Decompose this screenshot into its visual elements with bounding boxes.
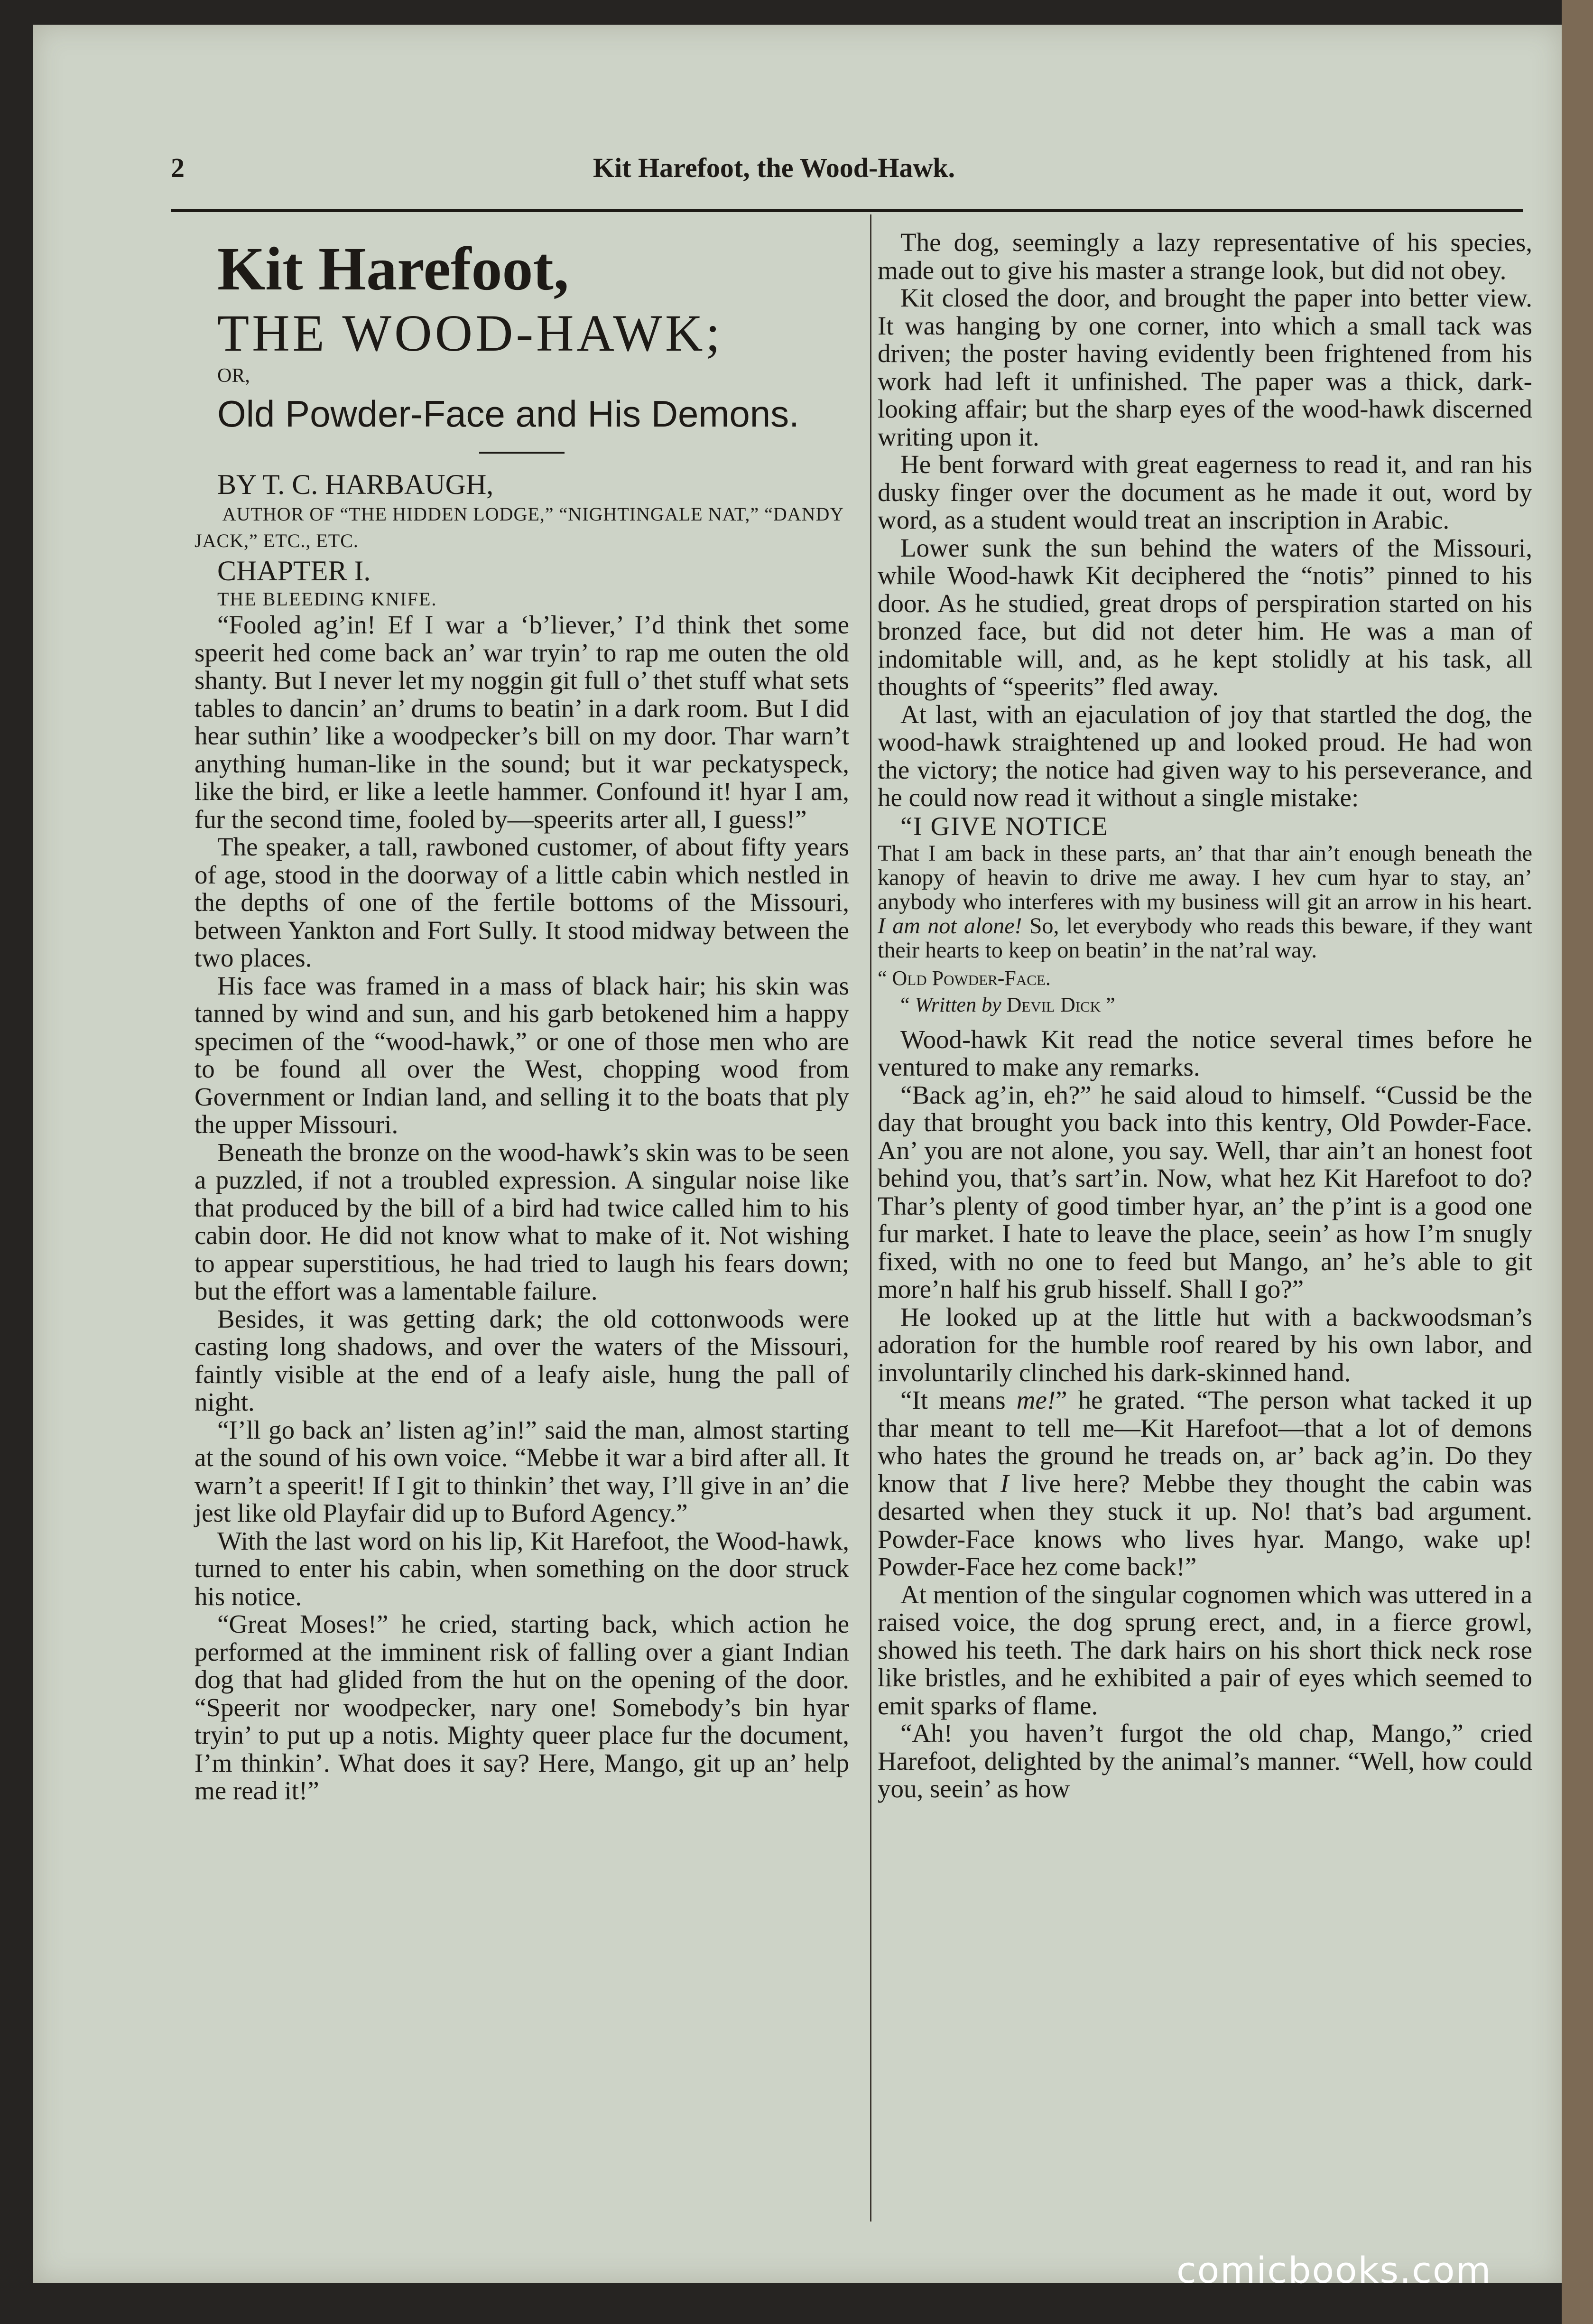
byline: BY T. C. HARBAUGH, — [217, 469, 494, 500]
paragraph: The speaker, a tall, rawboned customer, of about fifty years of age, stood in the doorway of a little cabin which nestled in the depths of one of the fertile bottoms of the Missouri, between Yankton and Fort Sully. It stood midway between the two places. — [194, 832, 849, 972]
chapter-subheading: THE BLEEDING KNIFE. — [217, 588, 437, 610]
notice-text-part: That I am back in these parts, an’ that thar ain’t enough beneath the kanopy of heavin to drive me away. I hev cum hyar to stay, an’ anybody who interferes with my business will git an arrow in his heart. — [878, 840, 1532, 914]
emphasis: me! — [1016, 1385, 1056, 1414]
notice-text-part: So, let everybody who reads this beware, if they want their hearts to keep on beatin’ in the nat’ral way. — [878, 913, 1533, 963]
author-credits: AUTHOR OF “THE HIDDEN LODGE,” “NIGHTINGALE NAT,” “DANDY JACK,” ETC., ETC. — [194, 503, 844, 551]
page-edge — [1562, 0, 1593, 2324]
paragraph: “I’ll go back an’ listen ag’in!” said the man, almost starting at the sound of his own voice. “Mebbe it war a bird after all. It warn’t a speerit! If I git to thinkin’ thet way, I’ll give in an’ die jest like old Playfair did up to Buford Agency.” — [194, 1415, 849, 1527]
paragraph — [878, 1386, 1532, 1581]
running-title: Kit Harefoot, the Wood-Hawk. — [593, 152, 955, 183]
alt-title: Old Powder-Face and His Demons. — [217, 393, 799, 435]
text-part: “It means — [900, 1385, 1017, 1414]
text-part: live here? Mebbe they thought the cabin was desarted when they stuck it up. No! that’s bad argument. Powder-Face knows who lives hyar. Mango, wake up! Powder-Face hez come back!” — [878, 1469, 1532, 1581]
notice-heading: “I GIVE NOTICE — [900, 811, 1109, 841]
paragraph: He bent forward with great eagerness to read it, and ran his dusky finger over the document as he made it out, word by word, as a student would treat an inscription in Arabic. — [878, 450, 1532, 534]
paragraph: “Back ag’in, eh?” he said aloud to himself. “Cussid be the day that brought you back into this kentry, Old Powder-Face. An’ you are not alone, you say. Well, thar ain’t an honest foot behind you, that’s sart’in. Now, what hez Kit Harefoot to do? Thar’s plenty of good timber hyar, an’ the p’int is a good one fur market. I hate to leave the place, seein’ as how I’m snugly fixed, with no one to feed but Mango, an’ he’s able to git more’n half his grub hisself. Shall I go?” — [878, 1080, 1532, 1303]
paragraph: Kit closed the door, and brought the paper into better view. It was hanging by one corner, into which a small tack was driven; the poster having evidently been frightened from his work had left it unfinished. The paper was a thick, dark-looking affair; but the sharp eyes of the wood-hawk discerned writing upon it. — [878, 283, 1532, 451]
paragraph: He looked up at the little hut with a backwoodsman’s adoration for the humble roof reared by his own labor, and involuntarily clinched his dark-skinned hand. — [878, 1302, 1532, 1387]
paragraph: Beneath the bronze on the wood-hawk’s skin was to be seen a puzzled, if not a troubled expression. A singular noise like that produced by the bill of a bird had twice called him to his cabin door. He did not know what to make of it. Not wishing to appear superstitious, he had tried to laugh his fears down; but the effort was a lamentable failure. — [194, 1137, 849, 1305]
notice-signature: “ Old Powder-Face. — [878, 966, 1051, 990]
written-name: Devil Dick ” — [1001, 993, 1115, 1016]
paragraph: At last, with an ejaculation of joy that startled the dog, the wood-hawk straightened up and looked proud. He had won the victory; the notice had given way to his perseverance, and he could now read it without a single mistake: — [878, 699, 1532, 812]
notice-written-by — [878, 992, 1532, 1018]
paragraph: Lower sunk the sun behind the waters of the Missouri, while Wood-hawk Kit deciphered the “notis” pinned to his door. As he studied, great drops of perspiration started on his bronzed face, but did not deter him. He was a man of indomitable will, and, as he kept stolidly at his task, all thoughts of “speerits” fled away. — [878, 533, 1532, 701]
paragraph: Besides, it was getting dark; the old cottonwoods were casting long shadows, and over the waters of the Missouri, faintly visible at the end of a leafy aisle, hung the pall of night. — [194, 1304, 849, 1416]
paragraph: “Great Moses!” he cried, starting back, which action he performed at the imminent risk of falling over a giant Indian dog that had glided from the hut on the opening of the door. “Speerit nor woodpecker, nary one! Somebody’s bin hyar tryin’ to put up a notis. Mighty queer place fur the document, I’m thinkin’. What does it say? Here, Mango, git up an’ help me read it!” — [194, 1609, 849, 1805]
or-line: OR, — [217, 365, 250, 387]
quote-mark: “ — [900, 993, 915, 1016]
page-number: 2 — [171, 152, 185, 183]
right-column — [878, 229, 1532, 1803]
emphasis: I — [1000, 1469, 1009, 1498]
text-part: ” he grated. “The person what tacked it up thar meant to tell me—Kit Harefoot—that a lot of demons who hates the ground he treads on, ar’ back ag’in. Do they know that — [878, 1385, 1532, 1498]
header-rule — [171, 209, 1523, 212]
paragraph: “Ah! you haven’t furgot the old chap, Mango,” cried Harefoot, delighted by the animal’s manner. “Well, how could you, seein’ as how — [878, 1719, 1532, 1803]
chapter-heading: CHAPTER I. — [217, 555, 371, 586]
magazine-page — [33, 25, 1562, 2283]
story-subtitle: THE WOOD-HAWK; — [217, 304, 723, 362]
paragraph: With the last word on his lip, Kit Harefoot, the Wood-hawk, turned to enter his cabin, when something on the door struck his notice. — [194, 1526, 849, 1611]
paragraph: His face was framed in a mass of black hair; his skin was tanned by wind and sun, and his garb betokened him a happy specimen of the “wood-hawk,” or one of those men who are to be found all over the West, chopping wood from Government or Indian land, and selling it to the boats that ply the upper Missouri. — [194, 971, 849, 1139]
column-divider — [870, 214, 871, 2222]
notice-emphasis: I am not alone! — [878, 913, 1022, 939]
paragraph: At mention of the singular cognomen which was uttered in a raised voice, the dog sprung erect, and, in a fierce growl, showed his teeth. The dark hairs on his short thick neck rose like bristles, and he exhibited a pair of eyes which seemed to emit sparks of flame. — [878, 1580, 1532, 1720]
left-column — [194, 229, 849, 1805]
written-label: Written by — [915, 993, 1001, 1016]
notice-text — [878, 841, 1532, 962]
paragraph: Wood-hawk Kit read the notice several times before he ventured to make any remarks. — [878, 1024, 1532, 1081]
watermark: comicbooks.com — [1176, 2249, 1492, 2291]
story-title: Kit Harefoot, — [217, 235, 569, 303]
title-rule — [479, 452, 565, 454]
paragraph: “Fooled ag’in! Ef I war a ‘b’liever,’ I’d think thet some speerit hed come back an’ war tryin’ to rap me outen the old shanty. But I never let my noggin git full o’ thet stuff what sets tables to dancin’ an’ drums to beatin’ in a dark room. But I did hear suthin’ like a woodpecker’s bill on my door. Thar warn’t anything human-like in the sound; but it war peckatyspeck, like the bird, er like a leetle hammer. Confound it! hyar I am, fur the second time, fooled by—speerits arter all, I guess!” — [194, 610, 849, 834]
paragraph: The dog, seemingly a lazy representative of his species, made out to give his master a strange look, but did not obey. — [878, 228, 1532, 285]
